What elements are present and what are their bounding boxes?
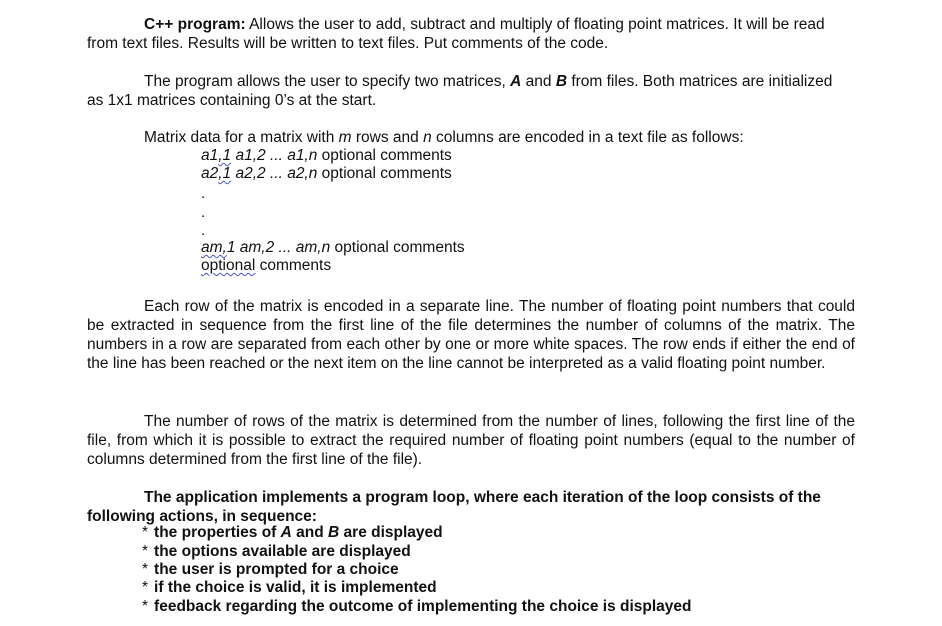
action-item-2: * the options available are displayed	[142, 543, 411, 560]
matrices-line1: The program allows the user to specify two matrices, A and B from files. Both matrices are initialized	[144, 73, 833, 90]
format-row-1: a1,1 a1,2 ... a1,n optional comments	[201, 147, 452, 164]
format-last-line: optional comments	[201, 257, 332, 274]
matrices-line2: as 1x1 matrices containing 0’s at the start.	[87, 92, 377, 109]
format-row-m: am,1 am,2 ... am,n optional comments	[201, 239, 465, 256]
action-item-3: * the user is prompted for a choice	[142, 561, 399, 578]
matrix-a-label: A	[510, 73, 522, 90]
row-encoding-paragraph: Each row of the matrix is encoded in a separate line. The number of floating point numbers that could be extracted in sequence from the first line of the file determines the number of columns of the matrix. The numbers in a row are separated from each other by one or more white spaces. The row ends if either the end of the line has been reached or the next item on the line cannot be interpreted as a valid floating point number.	[87, 298, 855, 372]
row-count-paragraph: The number of rows of the matrix is determined from the number of lines, following the first line of the file, from which it is possible to extract the required number of floating point numbers (equal to the number of columns determined from the first line of the file).	[87, 413, 855, 468]
matrix-b-label: B	[555, 73, 568, 90]
ellipsis-dot-1: .	[201, 185, 206, 202]
matrices-paragraph	[87, 72, 855, 110]
intro-paragraph	[87, 15, 855, 53]
intro-bold-lead: C++ program:	[144, 16, 246, 33]
format-heading: Matrix data for a matrix with m rows and n columns are encoded in a text file as follows:	[144, 129, 744, 146]
action-item-1: * the properties of A and B are displayed	[142, 524, 443, 541]
program-loop-paragraph: The application implements a program loop, where each iteration of the loop consists of the following actions, in sequence:	[87, 489, 821, 525]
action-item-4: * if the choice is valid, it is implemented	[142, 579, 437, 596]
intro-line2: from text files. Results will be written to text files. Put comments of the code.	[87, 35, 609, 52]
ellipsis-dot-3: .	[201, 222, 206, 239]
format-row-2: a2,1 a2,2 ... a2,n optional comments	[201, 165, 452, 182]
intro-line1: C++ program: Allows the user to add, subtract and multiply of floating point matrices. It will be read	[144, 16, 825, 33]
ellipsis-dot-2: .	[201, 204, 206, 221]
action-item-5: * feedback regarding the outcome of implementing the choice is displayed	[142, 598, 692, 615]
